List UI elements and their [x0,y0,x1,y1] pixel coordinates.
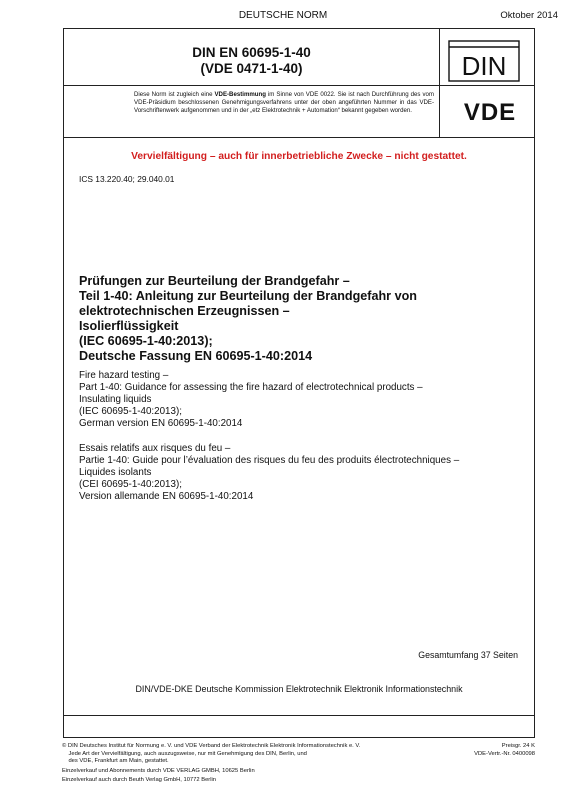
vde-number: (VDE 0471-1-40) [200,61,303,76]
title-french-line: Liquides isolants [79,467,152,478]
total-pages: Gesamtumfang 37 Seiten [418,650,518,660]
din-number: DIN EN 60695-1-40 [192,45,311,60]
title-french-line: Partie 1-40: Guide pour l’évaluation des risques du feu des produits électrotechniques – [79,455,460,466]
footer-price [415,743,535,758]
title-german-line: Deutsche Fassung EN 60695-1-40:2014 [79,349,313,363]
copyright-line: des VDE, Frankfurt am Main, gestattet. [62,758,169,764]
title-english-line: Fire hazard testing – [79,370,169,381]
title-german-line: Isolierflüssigkeit [79,319,179,333]
divider-title [64,85,534,86]
committee: DIN/VDE-DKE Deutsche Kommission Elektrotechnik Elektronik Informationstechnik [135,684,463,694]
vde-logo-icon [447,97,533,125]
vde-note-text-1: Diese Norm ist zugleich eine [134,91,215,98]
title-german-line: elektrotechnischen Erzeugnissen – [79,304,290,318]
title-english-line: (IEC 60695-1-40:2013); [79,406,182,417]
title-german-line: Prüfungen zur Beurteilung der Brandgefahr – [79,274,350,288]
title-french-line: Version allemande EN 60695-1-40:2014 [79,491,254,502]
publication-date: Oktober 2014 [500,10,558,21]
title-french-line: Essais relatifs aux risques du feu – [79,443,231,454]
reproduction-warning: Vervielfältigung – auch für innerbetriebliche Zwecke – nicht gestattet. [131,151,467,162]
din-logo-text: DIN [461,51,507,81]
title-english-line: German version EN 60695-1-40:2014 [79,418,243,429]
cover-frame [63,28,535,738]
top-bar [0,10,566,28]
vde-note-text-2: im Sinne von VDE 0022. Sie ist nach Durchführung des vom VDE-Präsidium beschlossenen Genehmigungsverfahrens unter der oben angeführten Nummer in das VDE-Vorschriftenwerk aufgenommen und in der „etz Elektrotechnik + Automation“ bekannt gegeben worden. [134,91,434,114]
standard-number-block [64,45,439,77]
sales-line: Einzelverkauf auch durch Beuth Verlag GmbH, 10772 Berlin [62,777,217,783]
title-french-line: (CEI 60695-1-40:2013); [79,479,182,490]
sales-line: Einzelverkauf und Abonnements durch VDE VERLAG GMBH, 10625 Berlin [62,767,255,774]
title-english-line: Insulating liquids [79,394,152,405]
title-english [79,370,529,430]
din-logo-icon [447,37,521,85]
divider-logo-column [439,29,440,137]
vde-sales-number: VDE-Vertr.-Nr. 0400098 [474,750,535,757]
vde-note-bold: VDE-Bestimmung [214,91,266,98]
vde-note [134,91,434,115]
title-english-line: Part 1-40: Guidance for assessing the fire hazard of electrotechnical products – [79,382,423,393]
title-german-line: Teil 1-40: Anleitung zur Beurteilung der Brandgefahr von [79,289,417,303]
copyright-line: Jede Art der Vervielfältigung, auch auszugsweise, nur mit Genehmigung des DIN, Berlin, und [62,750,307,757]
standard-type: DEUTSCHE NORM [238,10,328,21]
ics-code: ICS 13.220.40; 29.040.01 [79,174,175,184]
title-french [79,443,529,503]
vde-logo-text: VDE [463,99,517,125]
divider-note [64,137,534,138]
title-german [79,274,529,364]
copyright-line: © DIN Deutsches Institut für Normung e. V. und VDE Verband der Elektrotechnik Elektronik Informationstechnik e. V. [62,743,361,749]
price-group: Preisgr. 24 K [501,743,535,749]
title-german-line: (IEC 60695-1-40:2013); [79,334,213,348]
divider-bottom [64,715,534,716]
footer-copyright [62,743,422,785]
